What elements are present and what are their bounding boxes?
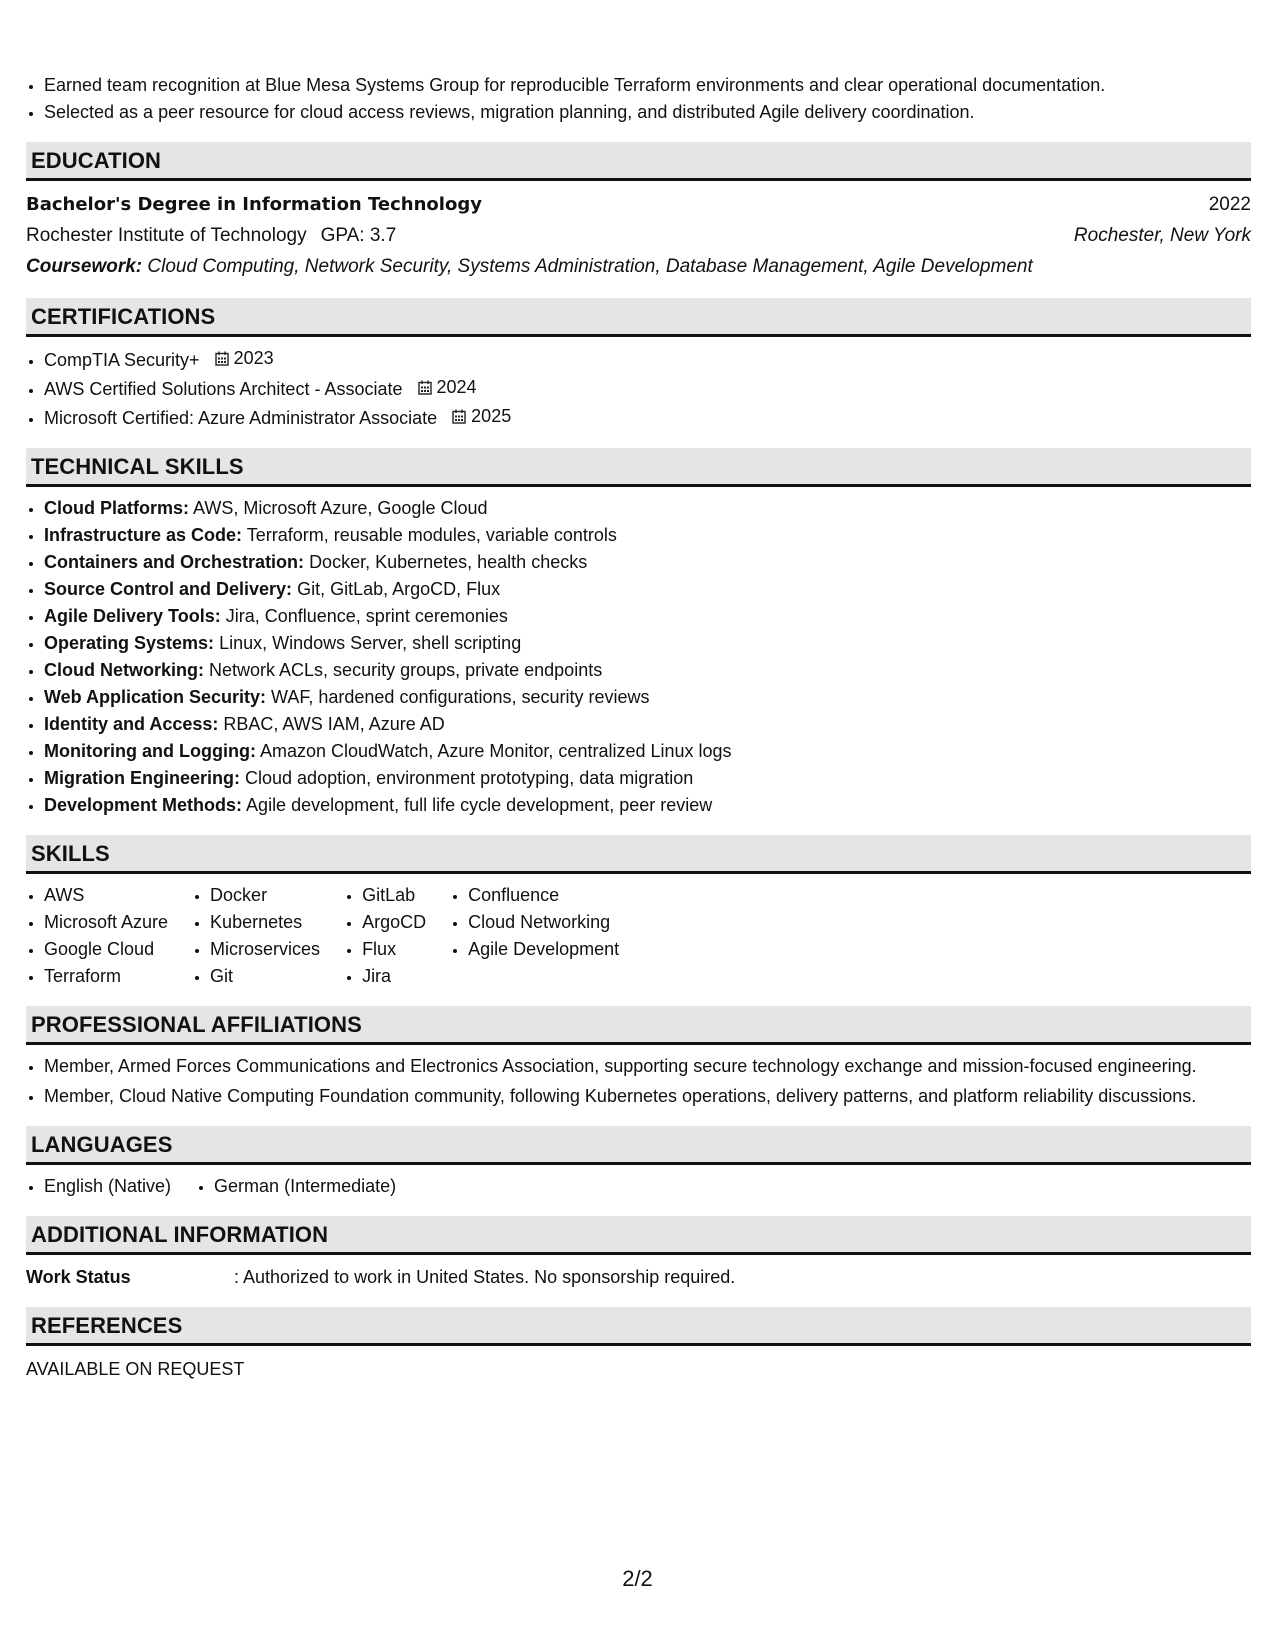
- list-item: • German (Intermediate): [214, 1173, 396, 1200]
- list-item: • Migration Engineering: Cloud adoption, environment prototyping, data migration: [44, 765, 1251, 792]
- list-item: • ArgoCD: [362, 909, 426, 936]
- list-item: • Microsoft Azure: [44, 909, 168, 936]
- list-item: • Earned team recognition at Blue Mesa Systems Group for reproducible Terraform environments and clear operational documentation.: [44, 72, 1251, 99]
- degree-year: 2022: [1208, 194, 1251, 215]
- affiliations-heading: PROFESSIONAL AFFILIATIONS: [26, 1006, 1251, 1045]
- list-item: • Identity and Access: RBAC, AWS IAM, Azure AD: [44, 711, 1251, 738]
- references-heading: REFERENCES: [26, 1307, 1251, 1346]
- page-number: 2/2: [622, 1566, 653, 1591]
- degree-title: Bachelor's Degree in Information Technology: [26, 194, 482, 215]
- skills-column: [450, 882, 619, 990]
- list-item: • Git: [210, 963, 320, 990]
- list-item: • Monitoring and Logging: Amazon CloudWatch, Azure Monitor, centralized Linux logs: [44, 738, 1251, 765]
- calendar-icon: [452, 409, 466, 424]
- list-item: • Agile Development: [468, 936, 619, 963]
- list-item: • Cloud Networking: [468, 909, 619, 936]
- list-item: • Jira: [362, 963, 426, 990]
- list-item: • Containers and Orchestration: Docker, Kubernetes, health checks: [44, 549, 1251, 576]
- calendar-icon: [215, 351, 229, 366]
- list-item: • Terraform: [44, 963, 168, 990]
- list-item: • AWS Certified Solutions Architect - Associate 2024: [44, 374, 1251, 403]
- coursework-label: Coursework:: [26, 256, 143, 277]
- certifications-heading: CERTIFICATIONS: [26, 298, 1251, 337]
- list-item: • Microsoft Certified: Azure Administrator Associate 2025: [44, 403, 1251, 432]
- school-name: Rochester Institute of Technology: [26, 225, 307, 246]
- list-item: • CompTIA Security+ 2023: [44, 345, 1251, 374]
- list-item: • Microservices: [210, 936, 320, 963]
- list-item: • Selected as a peer resource for cloud access reviews, migration planning, and distributed Agile delivery coordination.: [44, 99, 1251, 126]
- technical-skills-heading: TECHNICAL SKILLS: [26, 448, 1251, 487]
- list-item: • Infrastructure as Code: Terraform, reusable modules, variable controls: [44, 522, 1251, 549]
- skills-column: [26, 882, 168, 990]
- list-item: • AWS: [44, 882, 168, 909]
- languages-heading: LANGUAGES: [26, 1126, 1251, 1165]
- list-item: • Operating Systems: Linux, Windows Server, shell scripting: [44, 630, 1251, 657]
- list-item: • Docker: [210, 882, 320, 909]
- list-item: • Cloud Networking: Network ACLs, security groups, private endpoints: [44, 657, 1251, 684]
- list-item: • Development Methods: Agile development, full life cycle development, peer review: [44, 792, 1251, 819]
- list-item: • English (Native): [44, 1173, 171, 1200]
- list-item: • Source Control and Delivery: Git, GitLab, ArgoCD, Flux: [44, 576, 1251, 603]
- cert-year: 2025: [471, 406, 512, 426]
- list-item: • Member, Cloud Native Computing Foundation community, following Kubernetes operations, delivery patterns, and platform reliability discussions.: [44, 1083, 1251, 1110]
- skills-column: [344, 882, 426, 990]
- certifications-list: [26, 345, 1251, 432]
- list-item: • Member, Armed Forces Communications and Electronics Association, supporting secure technology exchange and mission-focused engineering.: [44, 1053, 1251, 1080]
- cert-year: 2023: [233, 348, 274, 368]
- coursework-list: Cloud Computing, Network Security, Systems Administration, Database Management, Agile Development: [147, 256, 1033, 277]
- list-item: • Confluence: [468, 882, 619, 909]
- list-item: • Web Application Security: WAF, hardened configurations, security reviews: [44, 684, 1251, 711]
- education-heading: EDUCATION: [26, 142, 1251, 181]
- references-text: AVAILABLE ON REQUEST: [26, 1359, 245, 1379]
- school-location: Rochester, New York: [1073, 225, 1251, 246]
- work-status-row: [26, 1263, 1251, 1291]
- cert-year: 2024: [436, 377, 477, 397]
- education-degree-row: [26, 189, 1251, 220]
- skills-column: [192, 882, 320, 990]
- skills-grid: [26, 882, 1251, 990]
- languages-row: [26, 1173, 1251, 1200]
- resume-page: [26, 72, 1251, 1384]
- calendar-icon: [418, 380, 432, 395]
- affiliations-list: [26, 1053, 1251, 1110]
- coursework: [26, 251, 1251, 282]
- education-school-row: [26, 220, 1251, 251]
- additional-info-heading: ADDITIONAL INFORMATION: [26, 1216, 1251, 1255]
- list-item: • Kubernetes: [210, 909, 320, 936]
- list-item: • Cloud Platforms: AWS, Microsoft Azure, Google Cloud: [44, 495, 1251, 522]
- work-status-label: Work Status: [26, 1267, 131, 1287]
- technical-skills-list: [26, 495, 1251, 819]
- list-item: • Google Cloud: [44, 936, 168, 963]
- gpa: GPA: 3.7: [320, 225, 397, 246]
- skills-heading: SKILLS: [26, 835, 1251, 874]
- list-item: • GitLab: [362, 882, 426, 909]
- work-status-value: : Authorized to work in United States. No sponsorship required.: [234, 1267, 736, 1287]
- list-item: • Agile Delivery Tools: Jira, Confluence, sprint ceremonies: [44, 603, 1251, 630]
- achievements-list: [26, 72, 1251, 126]
- list-item: • Flux: [362, 936, 426, 963]
